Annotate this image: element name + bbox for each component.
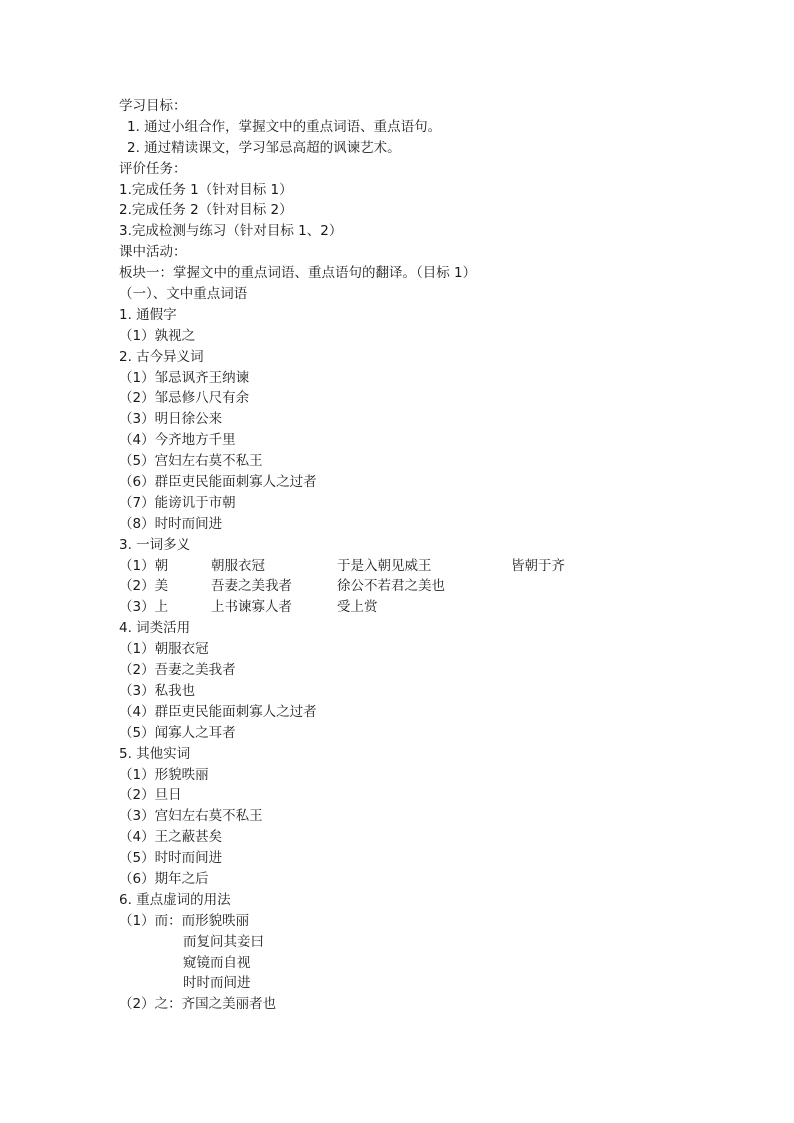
polysemy-label: （1）朝: [119, 557, 169, 574]
list-item: （4）王之蔽甚矣: [119, 829, 223, 846]
section-one-title: 板块一：掌握文中的重点词语、重点语句的翻译。（目标 1）: [119, 265, 477, 282]
list-item: （4）今齐地方千里: [119, 432, 236, 449]
list-item: （1）邹忌讽齐王纳谏: [119, 369, 250, 386]
subsection-title: （一）、文中重点词语: [119, 286, 248, 303]
list-item: （1）形貌昳丽: [119, 766, 209, 783]
list-item: （2）旦日: [119, 787, 182, 804]
polysemy-example: 于是入朝见威王: [337, 557, 432, 574]
list-item: （5）宫妇左右莫不私王: [119, 453, 263, 470]
list-item: （4）群臣吏民能面刺寡人之过者: [119, 703, 317, 720]
polysemy-row: [119, 576, 719, 597]
list-item: （3）明日徐公来: [119, 411, 223, 428]
list-item: （2）吾妻之美我者: [119, 662, 236, 679]
polysemy-row: [119, 556, 719, 577]
polysemy-example: 吾妻之美我者: [211, 578, 292, 595]
list-item: （3）私我也: [119, 682, 196, 699]
category-title: 6. 重点虚词的用法: [119, 891, 231, 908]
task-item: 1.完成任务 1（针对目标 1）: [119, 181, 293, 198]
er-example: 而复问其妾曰: [183, 933, 264, 950]
list-item: （1）而：而形貌昳丽: [119, 912, 250, 929]
polysemy-example: 上书谏寡人者: [211, 599, 292, 616]
heading-evaluation-tasks: 评价任务：: [119, 160, 187, 177]
list-item: （8）时时而间进: [119, 515, 223, 532]
heading-class-activities: 课中活动：: [119, 244, 187, 261]
category-title: 5. 其他实词: [119, 745, 191, 762]
polysemy-label: （2）美: [119, 578, 169, 595]
polysemy-example: 受上赏: [337, 599, 378, 616]
polysemy-label: （3）上: [119, 599, 169, 616]
document-content: [119, 96, 719, 1015]
list-item: （3）宫妇左右莫不私王: [119, 808, 263, 825]
polysemy-example: 朝服衣冠: [211, 557, 265, 574]
list-item: （2）邹忌修八尺有余: [119, 390, 250, 407]
category-title: 4. 词类活用: [119, 620, 191, 637]
er-example: 时时而间进: [183, 975, 251, 992]
list-item: （1）朝服衣冠: [119, 641, 209, 658]
goal-item: 2. 通过精读课文，学习邹忌高超的讽谏艺术。: [127, 139, 401, 156]
list-item: （7）能谤讥于市朝: [119, 494, 236, 511]
list-item: （6）群臣吏民能面刺寡人之过者: [119, 474, 317, 491]
goal-item: 1. 通过小组合作，掌握文中的重点词语、重点语句。: [127, 118, 442, 135]
category-title: 2. 古今异义词: [119, 348, 204, 365]
list-item: （5）时时而间进: [119, 850, 223, 867]
polysemy-example: 徐公不若君之美也: [337, 578, 445, 595]
list-item: （2）之：齐国之美丽者也: [119, 996, 277, 1013]
task-item: 2.完成任务 2（针对目标 2）: [119, 202, 293, 219]
heading-learning-goals: 学习目标：: [119, 98, 187, 114]
list-item: （5）闻寡人之耳者: [119, 724, 236, 741]
polysemy-row: [119, 597, 719, 618]
er-example: 窥镜而自视: [183, 954, 251, 971]
polysemy-example: 皆朝于齐: [511, 557, 565, 574]
category-title: 1. 通假字: [119, 306, 177, 323]
category-title: 3. 一词多义: [119, 536, 191, 553]
list-item: （1）孰视之: [119, 327, 196, 344]
task-item: 3.完成检测与练习（针对目标 1、2）: [119, 223, 343, 240]
list-item: （6）期年之后: [119, 870, 209, 887]
